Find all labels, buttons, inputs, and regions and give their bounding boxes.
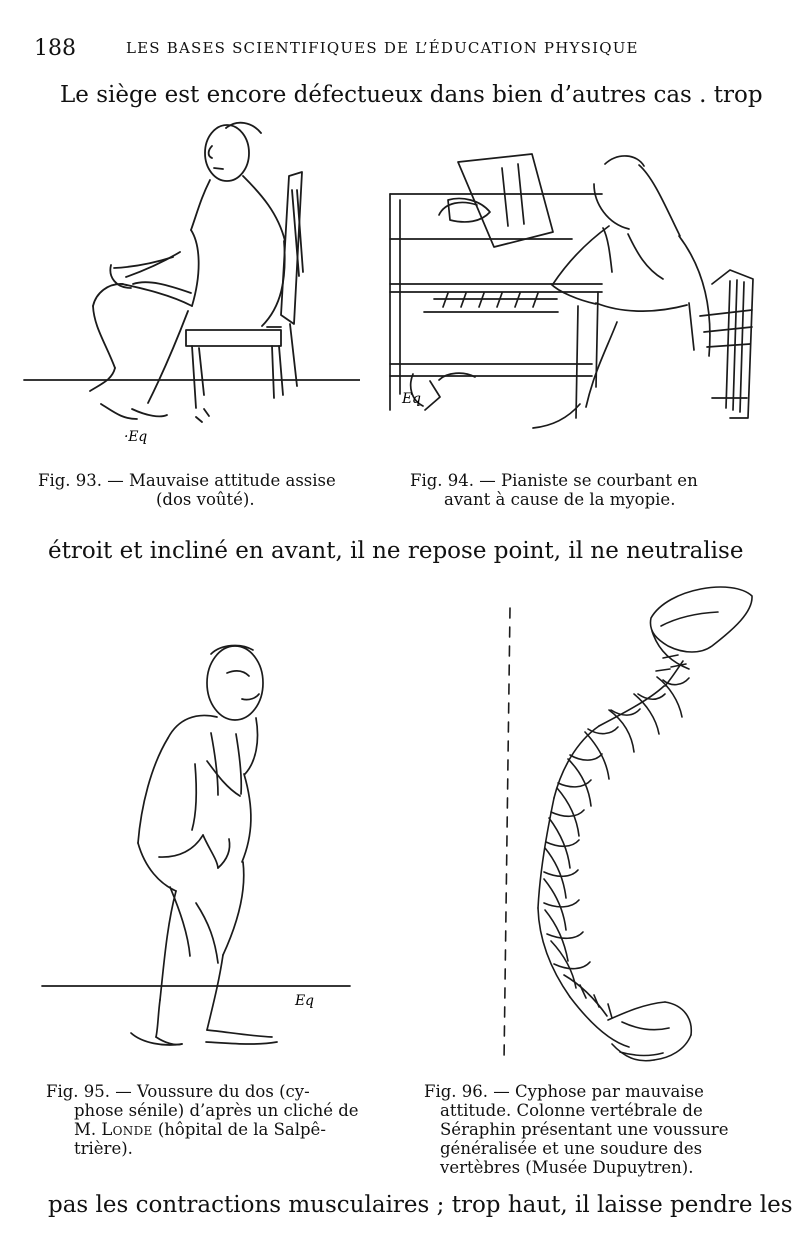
figure-94-caption-line-1: Fig. 94. — Pianiste se courbant en [410, 471, 698, 490]
figure-95-caption-line-1: Fig. 95. — Voussure du dos (cy- [46, 1082, 310, 1101]
figure-93-caption [38, 471, 336, 509]
figure-93-caption-line-2: (dos voûté). [156, 490, 255, 509]
figure-95-caption [46, 1082, 359, 1158]
figure-94-caption-line-2: avant à cause de la myopie. [444, 490, 676, 509]
figure-95-caption-line-4: trière). [74, 1139, 133, 1158]
figure-94-svg [382, 142, 782, 442]
page-header [34, 36, 774, 62]
figure-95-caption-line-3-suffix: (hôpital de la Salpê- [152, 1120, 326, 1139]
figure-93-svg [16, 112, 360, 452]
figure-96-caption-line-4: généralisée et une soudure des [440, 1139, 703, 1158]
figure-95-illustration [30, 638, 370, 1068]
figure-96-caption-line-2: attitude. Colonne vertébrale de [440, 1101, 703, 1120]
figure-95-caption-name: Londe [101, 1120, 153, 1139]
body-text-line-2: étroit et incliné en avant, il ne repose point, il ne neutralise [48, 538, 744, 564]
figure-95-caption-line-2: phose sénile) d’après un cliché de [74, 1101, 359, 1120]
body-text-line-3: pas les contractions musculaires ; trop haut, il laisse pendre les [48, 1192, 793, 1218]
figure-93-caption-line-1: Fig. 93. — Mauvaise attitude assise [38, 471, 336, 490]
figure-96-caption [424, 1082, 729, 1177]
figure-94-illustration [382, 142, 782, 442]
figure-96-caption-line-5: vertèbres (Musée Dupuytren). [440, 1158, 694, 1177]
figure-95-svg [30, 638, 370, 1068]
figure-95-caption-line-3-prefix: M. [74, 1120, 102, 1139]
figure-94-signature: Eq [402, 391, 421, 407]
figure-93-signature: ·Eq [124, 429, 148, 445]
figure-96-caption-line-3: Séraphin présentant une voussure [440, 1120, 729, 1139]
figure-95-signature: Eq [295, 993, 314, 1009]
figure-96-caption-line-1: Fig. 96. — Cyphose par mauvaise [424, 1082, 704, 1101]
figure-93-illustration [16, 112, 360, 452]
page-number: 188 [34, 36, 76, 61]
figure-95-caption-line-3 [46, 1120, 359, 1139]
figure-96-svg [488, 574, 788, 1068]
figure-96-illustration [488, 574, 788, 1068]
body-text-line-1: Le siège est encore défectueux dans bien d’autres cas . trop [60, 82, 763, 108]
figure-94-caption [410, 471, 698, 509]
running-title: LES BASES SCIENTIFIQUES DE L’ÉDUCATION PHYSIQUE [126, 39, 639, 57]
